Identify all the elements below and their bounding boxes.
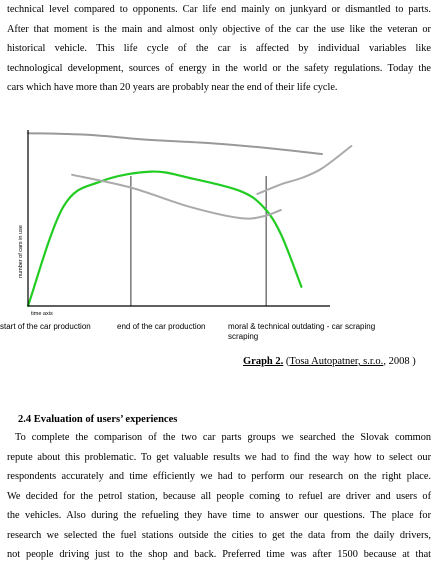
caption-source: Tosa Autopatner, s.r.o. — [289, 356, 384, 367]
paragraph-line: cars which have more than 20 years are probably near the end of their life cycle. — [7, 82, 338, 93]
paragraph-line: technical level compared to opponents. Car life end mainly on junkyard or dismantled to parts. — [7, 4, 431, 15]
x-axis-label: time axis — [31, 311, 53, 317]
graph-caption — [243, 356, 416, 367]
paragraph-line: respondents accurately and time efficiently we had to perform our research on the right place. — [7, 471, 431, 482]
x-tick-label: end of the car production — [117, 322, 206, 331]
y-axis-label: number of cars in use — [18, 225, 24, 278]
paragraph-line: not people driving just to the shop and back. Preferred time was after 1500 because at that — [7, 549, 431, 560]
caption-open: ( — [283, 356, 290, 367]
intro-paragraph — [7, 0, 431, 98]
caption-close: , 2008 ) — [383, 356, 416, 367]
chart-series-group — [28, 133, 351, 306]
paragraph-line: To complete the comparison of the two car parts groups we searched the Slovak common — [15, 432, 431, 443]
paragraph-line: research we selected the fuel stations outside the cities to get the data from the daily drivers, — [7, 529, 431, 541]
life-cycle-chart — [0, 108, 439, 348]
caption-label: Graph 2. — [243, 356, 284, 367]
series-line-background — [72, 175, 281, 219]
series-line-background — [28, 133, 322, 154]
x-tick-label: start of the car production — [0, 322, 91, 331]
paragraph-line: the vehicles. Also during the refueling they have time to answer our questions. The place for — [7, 510, 431, 521]
paragraph-line: repute about this problematic. To get valuable results we had to find the way how to select our — [7, 451, 431, 463]
paragraph-line: technological development, sources of energy in the world or the safety regulations. Today the — [7, 62, 431, 74]
chart-markers — [131, 176, 266, 306]
x-tick-label: moral & technical outdating - car scraping — [228, 322, 376, 331]
paragraph-line: After that moment is the main and almost only objective of the car the use like the veteran or — [7, 23, 431, 35]
section-heading: 2.4 Evaluation of users’ experiences — [18, 414, 178, 425]
paragraph-line: We decided for the petrol station, because all people coming to refuel are driver and users of — [7, 490, 431, 502]
x-tick-label-wrap: scraping — [228, 332, 259, 341]
body-paragraph — [7, 428, 431, 565]
series-line-background — [257, 146, 351, 194]
paragraph-line: historical vehicle. This life cycle of the car is affected by individual variables like — [7, 43, 431, 54]
